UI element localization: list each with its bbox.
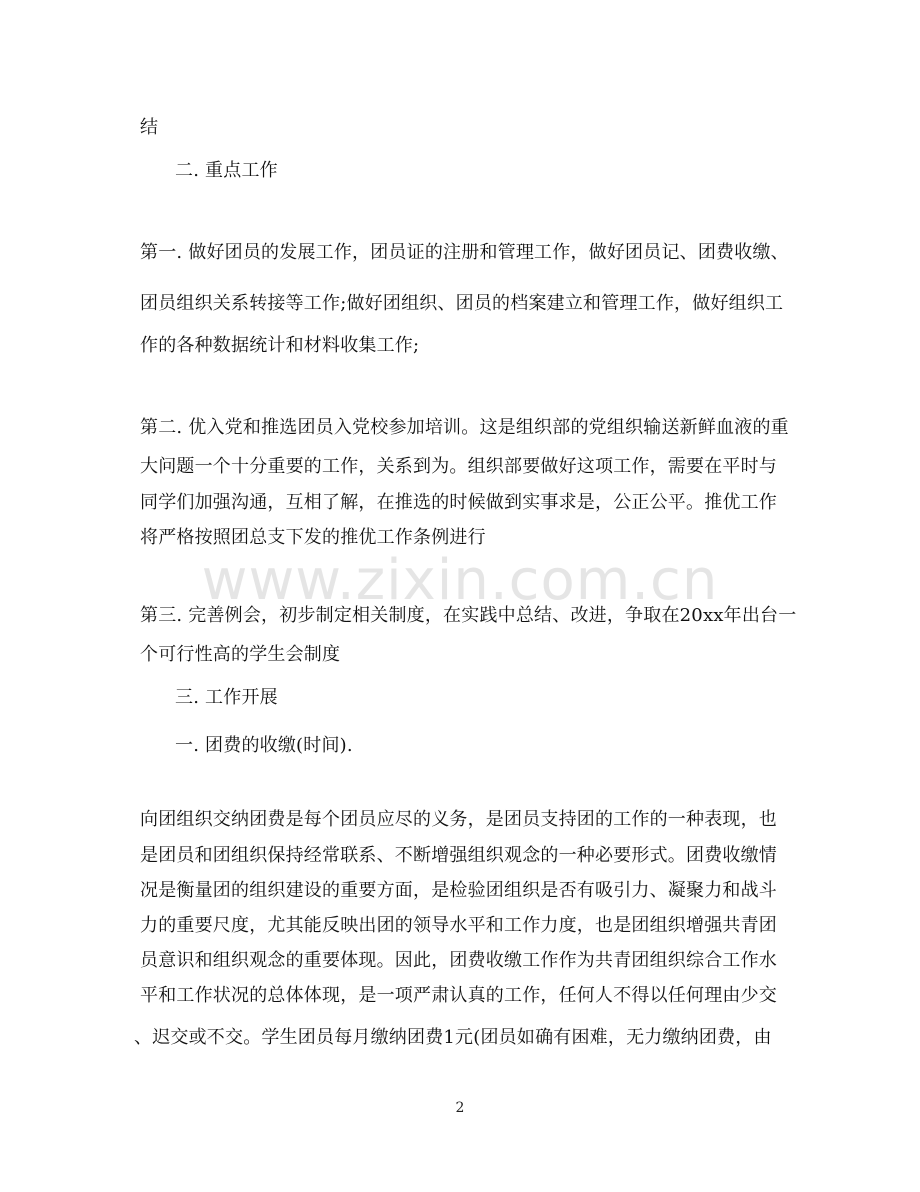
paragraph-4-line-1: 向团组织交纳团费是每个团员应尽的义务，是团员支持团的工作的一种表现，也: [140, 809, 777, 830]
subsection-heading-dues-collection: 一. 团费的收缴(时间).: [175, 735, 353, 756]
paragraph-2-line-3: 同学们加强沟通，互相了解，在推选的时候做到实事求是，公正公平。推优工作: [140, 492, 777, 513]
paragraph-4-line-4: 力的重要尺度，尤其能反映出团的领导水平和工作力度，也是团组织增强共青团: [140, 915, 777, 936]
section-heading-work-development: 三. 工作开展: [175, 687, 278, 708]
paragraph-1-line-1: 第一. 做好团员的发展工作，团员证的注册和管理工作，做好团员记、团费收缴、: [140, 242, 789, 263]
paragraph-3-line-1: 第三. 完善例会，初步制定相关制度，在实践中总结、改进，争取在20xx年出台一: [140, 605, 797, 626]
paragraph-1-line-2: 团员组织关系转接等工作;做好团组织、团员的档案建立和管理工作，做好组织工: [140, 293, 784, 314]
page-number: 2: [455, 1100, 465, 1116]
paragraph-4-line-7: 、迟交或不交。学生团员每月缴纳团费1元(团员如确有困难，无力缴纳团费，由: [134, 1027, 772, 1048]
paragraph-2-line-4: 将严格按照团总支下发的推优工作条例进行: [140, 527, 486, 548]
watermark: www.zixin.com.cn: [201, 548, 719, 613]
paragraph-2-line-1: 第二. 优入党和推选团员入党校参加培训。这是组织部的党组织输送新鲜血液的重: [140, 417, 789, 438]
paragraph-4-line-6: 平和工作状况的总体体现，是一项严肃认真的工作，任何人不得以任何理由少交: [140, 985, 777, 1006]
paragraph-4-line-3: 况是衡量团的组织建设的重要方面，是检验团组织是否有吸引力、凝聚力和战斗: [140, 880, 777, 901]
paragraph-3-line-2: 个可行性高的学生会制度: [140, 644, 341, 665]
paragraph-1-line-3: 作的各种数据统计和材料收集工作;: [140, 335, 420, 356]
paragraph-4-line-5: 员意识和组织观念的重要体现。因此，团费收缴工作作为共青团组织综合工作水: [140, 950, 777, 971]
paragraph-2-line-2: 大问题一个十分重要的工作，关系到为。组织部要做好这项工作，需要在平时与: [140, 456, 777, 477]
text-line-fragment: 结: [140, 117, 159, 138]
section-heading-key-work: 二. 重点工作: [175, 160, 278, 181]
paragraph-4-line-2: 是团员和团组织保持经常联系、不断增强组织观念的一种必要形式。团费收缴情: [140, 845, 777, 866]
